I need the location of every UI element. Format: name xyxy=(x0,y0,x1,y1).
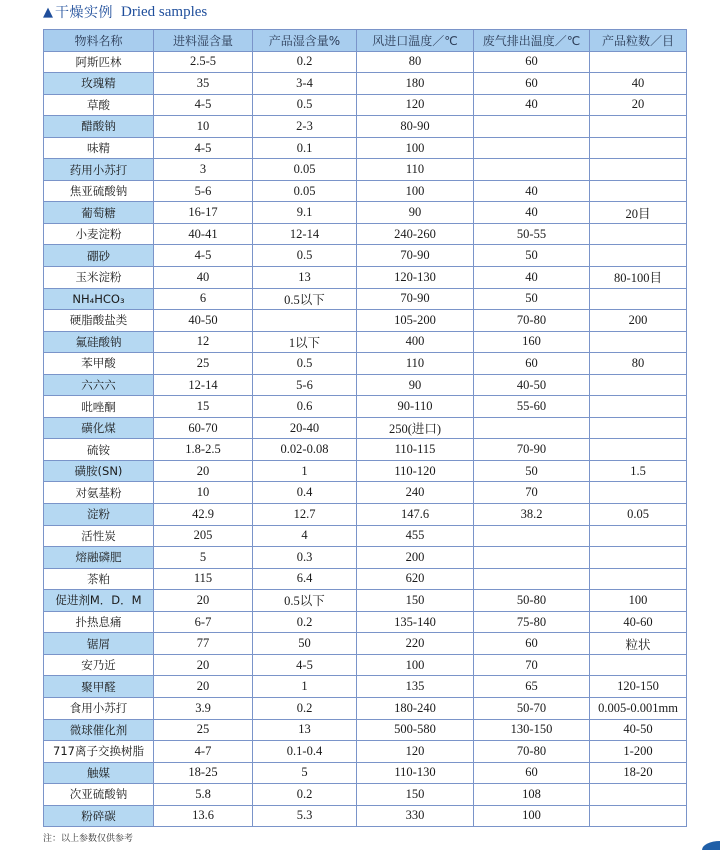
table-cell: 0.1 xyxy=(253,137,357,159)
material-name-cell: 玫瑰精 xyxy=(44,73,154,95)
table-cell: 0.02-0.08 xyxy=(253,439,357,461)
table-cell: 240 xyxy=(357,482,474,504)
table-cell: 20 xyxy=(154,676,253,698)
table-cell: 12-14 xyxy=(154,374,253,396)
table-cell: 4-5 xyxy=(154,245,253,267)
table-cell: 5 xyxy=(154,547,253,569)
table-cell: 50 xyxy=(474,288,590,310)
table-cell: 0.5 xyxy=(253,245,357,267)
table-cell: 180 xyxy=(357,73,474,95)
table-cell: 40-60 xyxy=(590,611,687,633)
table-cell: 110-115 xyxy=(357,439,474,461)
table-cell: 60 xyxy=(474,73,590,95)
material-name-cell: 扑热息痛 xyxy=(44,611,154,633)
table-cell xyxy=(590,784,687,806)
table-cell: 0.2 xyxy=(253,611,357,633)
table-cell: 20-40 xyxy=(253,417,357,439)
table-row xyxy=(44,374,687,396)
table-cell: 110 xyxy=(357,353,474,375)
material-name-cell: 硬脂酸盐类 xyxy=(44,310,154,332)
table-row xyxy=(44,223,687,245)
table-row xyxy=(44,245,687,267)
table-cell: 3.9 xyxy=(154,697,253,719)
table-cell xyxy=(474,547,590,569)
table-cell xyxy=(590,180,687,202)
column-header: 进料湿含量 xyxy=(154,30,253,52)
table-cell: 160 xyxy=(474,331,590,353)
table-cell: 1以下 xyxy=(253,331,357,353)
material-name-cell: 阿斯匹林 xyxy=(44,51,154,73)
material-name-cell: 六六六 xyxy=(44,374,154,396)
table-cell: 80 xyxy=(590,353,687,375)
table-cell: 115 xyxy=(154,568,253,590)
table-cell: 15 xyxy=(154,396,253,418)
table-row xyxy=(44,288,687,310)
table-cell: 205 xyxy=(154,525,253,547)
table-row xyxy=(44,353,687,375)
dried-samples-table xyxy=(43,29,687,827)
material-name-cell: 次亚硫酸钠 xyxy=(44,784,154,806)
table-cell xyxy=(474,116,590,138)
table-cell xyxy=(590,568,687,590)
table-row xyxy=(44,719,687,741)
column-header: 物料名称 xyxy=(44,30,154,52)
table-cell: 40 xyxy=(590,73,687,95)
table-row xyxy=(44,741,687,763)
table-cell xyxy=(590,525,687,547)
table-cell: 16-17 xyxy=(154,202,253,224)
table-row xyxy=(44,697,687,719)
table-cell: 130-150 xyxy=(474,719,590,741)
table-row xyxy=(44,633,687,655)
material-name-cell: 食用小苏打 xyxy=(44,697,154,719)
table-row xyxy=(44,331,687,353)
table-cell: 10 xyxy=(154,482,253,504)
table-row xyxy=(44,310,687,332)
material-name-cell: 苯甲酸 xyxy=(44,353,154,375)
table-cell: 18-20 xyxy=(590,762,687,784)
table-cell: 135 xyxy=(357,676,474,698)
table-cell xyxy=(590,805,687,827)
material-name-cell: 氟硅酸钠 xyxy=(44,331,154,353)
table-cell: 1 xyxy=(253,676,357,698)
table-row xyxy=(44,202,687,224)
table-cell: 70 xyxy=(474,654,590,676)
table-cell xyxy=(590,288,687,310)
table-cell: 200 xyxy=(590,310,687,332)
material-name-cell: 对氨基粉 xyxy=(44,482,154,504)
table-cell: 粒状 xyxy=(590,633,687,655)
table-cell: 6-7 xyxy=(154,611,253,633)
table-cell: 330 xyxy=(357,805,474,827)
table-cell xyxy=(590,482,687,504)
table-cell: 0.6 xyxy=(253,396,357,418)
table-cell: 60 xyxy=(474,51,590,73)
table-row xyxy=(44,590,687,612)
table-row xyxy=(44,568,687,590)
table-cell: 110-120 xyxy=(357,460,474,482)
table-cell: 70-90 xyxy=(474,439,590,461)
material-name-cell: 磺胺(SN) xyxy=(44,460,154,482)
table-cell: 220 xyxy=(357,633,474,655)
section-title-en: Dried samples xyxy=(121,3,208,20)
table-cell: 110-130 xyxy=(357,762,474,784)
table-cell xyxy=(590,547,687,569)
table-row xyxy=(44,525,687,547)
material-name-cell: 玉米淀粉 xyxy=(44,267,154,289)
material-name-cell: 硫铵 xyxy=(44,439,154,461)
table-row xyxy=(44,762,687,784)
table-cell: 40-50 xyxy=(590,719,687,741)
table-cell: 40 xyxy=(154,267,253,289)
table-cell: 40-50 xyxy=(154,310,253,332)
table-cell: 12 xyxy=(154,331,253,353)
table-cell: 0.05 xyxy=(590,504,687,526)
table-cell: 13.6 xyxy=(154,805,253,827)
table-cell xyxy=(590,331,687,353)
table-cell: 50-80 xyxy=(474,590,590,612)
table-cell: 50-70 xyxy=(474,697,590,719)
table-cell: 60 xyxy=(474,633,590,655)
table-cell xyxy=(590,245,687,267)
table-cell: 2.5-5 xyxy=(154,51,253,73)
table-cell: 150 xyxy=(357,590,474,612)
table-cell: 4 xyxy=(253,525,357,547)
section-title-cn: 干燥实例 xyxy=(55,5,113,21)
table-row xyxy=(44,460,687,482)
table-cell: 1-200 xyxy=(590,741,687,763)
table-row xyxy=(44,654,687,676)
table-row xyxy=(44,267,687,289)
table-cell xyxy=(474,417,590,439)
table-cell: 60-70 xyxy=(154,417,253,439)
table-cell: 70-90 xyxy=(357,245,474,267)
table-cell: 6 xyxy=(154,288,253,310)
table-cell: 50-55 xyxy=(474,223,590,245)
table-cell: 12-14 xyxy=(253,223,357,245)
table-cell: 135-140 xyxy=(357,611,474,633)
material-name-cell: 药用小苏打 xyxy=(44,159,154,181)
material-name-cell: 粉碎碳 xyxy=(44,805,154,827)
table-cell xyxy=(474,137,590,159)
table-row xyxy=(44,396,687,418)
table-cell: 0.005-0.001mm xyxy=(590,697,687,719)
table-cell: 5-6 xyxy=(253,374,357,396)
table-cell: 65 xyxy=(474,676,590,698)
table-cell: 0.05 xyxy=(253,180,357,202)
table-cell: 4-5 xyxy=(154,94,253,116)
table-cell: 42.9 xyxy=(154,504,253,526)
footnote: 注：以上参数仅供参考 xyxy=(43,834,134,844)
table-cell: 40 xyxy=(474,94,590,116)
table-cell: 150 xyxy=(357,784,474,806)
material-name-cell: 触媒 xyxy=(44,762,154,784)
table-cell: 0.5 xyxy=(253,353,357,375)
table-row xyxy=(44,784,687,806)
table-cell: 90-110 xyxy=(357,396,474,418)
table-cell: 100 xyxy=(357,137,474,159)
table-cell: 13 xyxy=(253,719,357,741)
table-cell: 70-90 xyxy=(357,288,474,310)
material-name-cell: 微球催化剂 xyxy=(44,719,154,741)
table-cell: 70 xyxy=(474,482,590,504)
material-name-cell: 活性炭 xyxy=(44,525,154,547)
table-cell: 6.4 xyxy=(253,568,357,590)
material-name-cell: 吡唑酮 xyxy=(44,396,154,418)
table-cell xyxy=(474,159,590,181)
table-cell: 25 xyxy=(154,353,253,375)
column-header: 产品湿含量% xyxy=(253,30,357,52)
table-cell: 455 xyxy=(357,525,474,547)
table-cell: 40 xyxy=(474,267,590,289)
table-cell: 60 xyxy=(474,353,590,375)
table-cell: 20 xyxy=(154,654,253,676)
table-cell: 108 xyxy=(474,784,590,806)
material-name-cell: 717离子交换树脂 xyxy=(44,741,154,763)
table-cell xyxy=(590,116,687,138)
table-row xyxy=(44,73,687,95)
table-cell xyxy=(474,525,590,547)
table-row xyxy=(44,439,687,461)
table-row xyxy=(44,504,687,526)
table-cell xyxy=(590,439,687,461)
column-header: 废气排出温度／℃ xyxy=(474,30,590,52)
material-name-cell: 葡萄糖 xyxy=(44,202,154,224)
material-name-cell: 聚甲醛 xyxy=(44,676,154,698)
table-cell: 5 xyxy=(253,762,357,784)
table-cell: 40 xyxy=(474,202,590,224)
table-cell: 0.3 xyxy=(253,547,357,569)
table-cell: 90 xyxy=(357,374,474,396)
table-cell: 10 xyxy=(154,116,253,138)
table-row xyxy=(44,417,687,439)
table-cell: 12.7 xyxy=(253,504,357,526)
table-cell: 1.8-2.5 xyxy=(154,439,253,461)
table-cell: 18-25 xyxy=(154,762,253,784)
page-corner-decoration xyxy=(702,841,720,850)
triangle-marker-icon: ▲ xyxy=(43,4,53,20)
table-cell: 100 xyxy=(474,805,590,827)
table-cell: 4-5 xyxy=(253,654,357,676)
material-name-cell: 醋酸钠 xyxy=(44,116,154,138)
table-cell: 120 xyxy=(357,741,474,763)
table-cell: 500-580 xyxy=(357,719,474,741)
table-cell: 100 xyxy=(357,654,474,676)
table-cell: 50 xyxy=(474,460,590,482)
table-row xyxy=(44,116,687,138)
table-cell: 100 xyxy=(357,180,474,202)
table-cell: 20 xyxy=(590,94,687,116)
table-cell: 20目 xyxy=(590,202,687,224)
table-cell: 200 xyxy=(357,547,474,569)
table-cell: 9.1 xyxy=(253,202,357,224)
table-cell: 0.2 xyxy=(253,784,357,806)
table-cell: 77 xyxy=(154,633,253,655)
material-name-cell: 安乃近 xyxy=(44,654,154,676)
table-cell xyxy=(253,310,357,332)
material-name-cell: 磺化煤 xyxy=(44,417,154,439)
table-cell: 38.2 xyxy=(474,504,590,526)
table-cell: 80 xyxy=(357,51,474,73)
table-cell xyxy=(590,396,687,418)
table-cell: 147.6 xyxy=(357,504,474,526)
table-cell: 40-50 xyxy=(474,374,590,396)
table-cell: 0.2 xyxy=(253,51,357,73)
table-cell: 0.5 xyxy=(253,94,357,116)
table-row xyxy=(44,611,687,633)
table-cell: 0.05 xyxy=(253,159,357,181)
table-cell: 3 xyxy=(154,159,253,181)
section-header xyxy=(43,2,207,22)
table-cell: 3-4 xyxy=(253,73,357,95)
material-name-cell: 促进剂M．D．M xyxy=(44,590,154,612)
table-cell: 2-3 xyxy=(253,116,357,138)
table-cell: 4-7 xyxy=(154,741,253,763)
table-row xyxy=(44,180,687,202)
table-cell xyxy=(590,417,687,439)
material-name-cell: 锯屑 xyxy=(44,633,154,655)
table-cell xyxy=(590,374,687,396)
table-cell: 80-100目 xyxy=(590,267,687,289)
table-cell: 105-200 xyxy=(357,310,474,332)
table-cell: 120 xyxy=(357,94,474,116)
table-cell: 120-130 xyxy=(357,267,474,289)
column-header: 产品粒数／目 xyxy=(590,30,687,52)
table-cell: 25 xyxy=(154,719,253,741)
material-name-cell: 茶粕 xyxy=(44,568,154,590)
table-cell: 50 xyxy=(474,245,590,267)
table-cell: 0.5以下 xyxy=(253,590,357,612)
column-header: 风进口温度／℃ xyxy=(357,30,474,52)
material-name-cell: 淀粉 xyxy=(44,504,154,526)
table-header-row xyxy=(44,30,687,52)
table-row xyxy=(44,482,687,504)
table-row xyxy=(44,805,687,827)
table-cell xyxy=(590,654,687,676)
table-cell: 110 xyxy=(357,159,474,181)
table-cell: 70-80 xyxy=(474,741,590,763)
table-cell: 4-5 xyxy=(154,137,253,159)
table-cell: 250(进口) xyxy=(357,417,474,439)
material-name-cell: 硼砂 xyxy=(44,245,154,267)
table-row xyxy=(44,547,687,569)
table-cell: 100 xyxy=(590,590,687,612)
table-row xyxy=(44,94,687,116)
table-cell: 240-260 xyxy=(357,223,474,245)
table-row xyxy=(44,676,687,698)
table-cell: 20 xyxy=(154,460,253,482)
table-row xyxy=(44,159,687,181)
table-cell: 1.5 xyxy=(590,460,687,482)
material-name-cell: 草酸 xyxy=(44,94,154,116)
table-cell: 80-90 xyxy=(357,116,474,138)
table-cell: 400 xyxy=(357,331,474,353)
table-row xyxy=(44,51,687,73)
material-name-cell: 焦亚硫酸钠 xyxy=(44,180,154,202)
table-cell xyxy=(590,51,687,73)
table-cell xyxy=(590,159,687,181)
table-cell: 5.3 xyxy=(253,805,357,827)
table-cell: 90 xyxy=(357,202,474,224)
table-cell: 1 xyxy=(253,460,357,482)
table-cell xyxy=(590,223,687,245)
table-cell: 55-60 xyxy=(474,396,590,418)
material-name-cell: 熔融磷肥 xyxy=(44,547,154,569)
material-name-cell: 小麦淀粉 xyxy=(44,223,154,245)
table-cell: 35 xyxy=(154,73,253,95)
table-cell: 5.8 xyxy=(154,784,253,806)
table-cell xyxy=(590,137,687,159)
table-cell: 120-150 xyxy=(590,676,687,698)
table-cell: 75-80 xyxy=(474,611,590,633)
table-cell: 60 xyxy=(474,762,590,784)
table-cell: 5-6 xyxy=(154,180,253,202)
table-cell: 40 xyxy=(474,180,590,202)
table-cell: 0.5以下 xyxy=(253,288,357,310)
table-cell: 40-41 xyxy=(154,223,253,245)
material-name-cell: NH₄HCO₃ xyxy=(44,288,154,310)
table-cell: 180-240 xyxy=(357,697,474,719)
table-cell: 70-80 xyxy=(474,310,590,332)
table-cell: 50 xyxy=(253,633,357,655)
table-cell: 620 xyxy=(357,568,474,590)
table-cell: 20 xyxy=(154,590,253,612)
table-cell: 13 xyxy=(253,267,357,289)
material-name-cell: 味精 xyxy=(44,137,154,159)
table-cell: 0.2 xyxy=(253,697,357,719)
table-cell: 0.4 xyxy=(253,482,357,504)
table-row xyxy=(44,137,687,159)
table-cell: 0.1-0.4 xyxy=(253,741,357,763)
table-cell xyxy=(474,568,590,590)
